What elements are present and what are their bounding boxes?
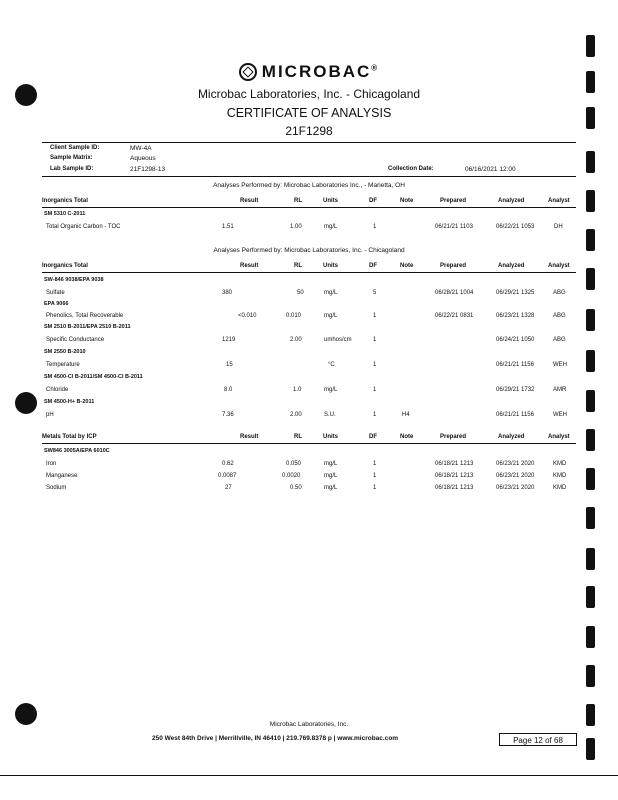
scan-mark: [586, 268, 595, 290]
rl: 1.00: [290, 224, 302, 230]
scan-mark: [586, 507, 595, 529]
df: 1: [373, 362, 377, 368]
col-result: Result: [240, 434, 259, 440]
analyte: Sulfate: [46, 290, 65, 296]
analyst: KMD: [553, 485, 567, 491]
rl: 2.00: [290, 337, 302, 343]
units: mg/L: [324, 461, 338, 467]
scan-mark: [586, 309, 595, 331]
rl: 50: [297, 290, 304, 296]
prepared: 06/18/21 1213: [435, 461, 474, 467]
lab-sample-id: 21F1298-13: [130, 166, 166, 173]
col-units: Units: [323, 263, 338, 269]
col-analyzed: Analyzed: [498, 434, 525, 440]
scan-mark: [586, 151, 595, 173]
rl: 0.010: [286, 313, 302, 319]
col-analyst: Analyst: [548, 434, 570, 440]
punch-hole: [15, 392, 37, 414]
units: mg/L: [324, 473, 338, 479]
analyte: pH: [46, 412, 54, 418]
df: 5: [373, 290, 377, 296]
scan-mark: [586, 586, 595, 608]
scan-mark: [586, 665, 595, 687]
scan-mark: [586, 190, 595, 212]
col-prepared: Prepared: [440, 434, 467, 440]
result: 380: [222, 290, 233, 296]
analyzed: 06/23/21 2020: [496, 461, 535, 467]
scan-mark: [586, 390, 595, 412]
analyzed: 06/23/21 1328: [496, 313, 535, 319]
col-df: DF: [369, 263, 377, 269]
method-heading: SW-846 9038/EPA 9038: [44, 277, 104, 283]
df: 1: [373, 337, 377, 343]
analyte: Sodium: [46, 485, 67, 491]
scan-mark: [586, 429, 595, 451]
col-rl: RL: [294, 198, 302, 204]
analyte: Phenolics, Total Recoverable: [46, 313, 124, 319]
units: mg/L: [324, 290, 338, 296]
analyzed: 06/22/21 1053: [496, 224, 535, 230]
registered-mark: ®: [371, 63, 380, 73]
result: 1.51: [222, 224, 234, 230]
result: 7.36: [222, 412, 234, 418]
col-analyst: Analyst: [548, 263, 570, 269]
certificate-title: CERTIFICATE OF ANALYSIS: [226, 106, 392, 120]
info-bottom-rule: [42, 176, 576, 177]
analyst: KMD: [553, 473, 567, 479]
client-sample-id-label: Client Sample ID:: [50, 145, 100, 151]
df: 1: [373, 387, 377, 393]
rl: 0.50: [290, 485, 302, 491]
analyzed: 06/21/21 1156: [496, 362, 534, 368]
method-heading: EPA 9066: [44, 301, 69, 307]
col-note: Note: [400, 434, 414, 440]
col-units: Units: [323, 434, 338, 440]
analyte: Temperature: [46, 362, 80, 368]
col-analyzed: Analyzed: [498, 198, 525, 204]
col-df: DF: [369, 434, 377, 440]
result: 8.0: [224, 387, 233, 393]
footer-address: 250 West 84th Drive | Merrillville, IN 46410 | 219.769.8378 p | www.microbac.com: [152, 735, 399, 742]
result: 27: [225, 485, 232, 491]
note: H4: [402, 412, 410, 418]
microbac-logo-icon: [239, 63, 257, 81]
analyte: Total Organic Carbon - TOC: [46, 224, 121, 230]
prepared: 06/18/21 1213: [435, 473, 474, 479]
prepared: 06/21/21 1103: [435, 224, 473, 230]
scan-mark: [586, 738, 595, 760]
section2-performed-by: Analyses Performed by: Microbac Laboratories, Inc. - Chicagoland: [213, 247, 405, 254]
analyst: DH: [554, 224, 563, 230]
analyzed: 06/23/21 2020: [496, 485, 535, 491]
units: mg/L: [324, 224, 338, 230]
result: 15: [226, 362, 233, 368]
collection-date-label: Collection Date:: [388, 166, 434, 172]
prepared: 06/22/21 0831: [435, 313, 474, 319]
analyte: Manganese: [46, 473, 78, 479]
group-heading: Metals Total by ICP: [42, 434, 97, 440]
result: <0.010: [238, 313, 257, 319]
analyst: WEH: [553, 362, 567, 368]
logo-text: MICROBAC: [261, 62, 372, 81]
certificate-id: 21F1298: [285, 124, 333, 138]
analyst: WEH: [553, 412, 567, 418]
method-heading: SM 2510 B-2011/EPA 2510 B-2011: [44, 324, 131, 330]
col-result: Result: [240, 198, 259, 204]
group-heading: Inorganics Total: [42, 263, 88, 269]
analyst: ABG: [553, 313, 566, 319]
rl: 1.0: [293, 387, 302, 393]
group-heading: Inorganics Total: [42, 198, 88, 204]
page-number: Page 12 of 68: [499, 733, 577, 746]
sample-matrix: Aqueous: [130, 155, 156, 162]
units: mg/L: [324, 387, 338, 393]
section1-header-rule: [42, 207, 576, 208]
col-prepared: Prepared: [440, 263, 467, 269]
method-heading: SM 5310 C-2011: [44, 211, 86, 217]
scan-mark: [586, 468, 595, 490]
method-heading: SW846 3005A/EPA 6010C: [44, 448, 110, 454]
col-df: DF: [369, 198, 377, 204]
method-heading: SM 4500-Cl B-2011/SM 4500-Cl B-2011: [44, 374, 143, 380]
section2-header-rule: [42, 272, 576, 273]
method-heading: SM 4500-H+ B-2011: [44, 399, 95, 405]
analyte: Chloride: [46, 387, 69, 393]
units: mg/L: [324, 313, 338, 319]
df: 1: [373, 313, 377, 319]
analyst: KMD: [553, 461, 567, 467]
col-analyzed: Analyzed: [498, 263, 525, 269]
analyzed: 06/23/21 2020: [496, 473, 535, 479]
rl: 0.0020: [282, 473, 301, 479]
df: 1: [373, 412, 377, 418]
units: °C: [328, 362, 335, 368]
lab-sample-id-label: Lab Sample ID:: [50, 166, 94, 172]
info-top-rule: [42, 142, 576, 143]
scan-mark: [586, 548, 595, 570]
result: 1219: [222, 337, 236, 343]
col-prepared: Prepared: [440, 198, 467, 204]
units: S.U.: [324, 412, 336, 418]
microbac-logo: [0, 62, 618, 82]
col-result: Result: [240, 263, 259, 269]
analyzed: 06/24/21 1050: [496, 337, 535, 343]
result: 0.0087: [218, 473, 237, 479]
col-rl: RL: [294, 434, 302, 440]
analyzed: 06/29/21 1325: [496, 290, 535, 296]
scan-mark: [586, 350, 595, 372]
analyzed: 06/21/21 1156: [496, 412, 534, 418]
prepared: 06/28/21 1004: [435, 290, 474, 296]
rl: 0.050: [286, 461, 302, 467]
analyte: Iron: [46, 461, 57, 467]
df: 1: [373, 485, 377, 491]
prepared: 06/18/21 1213: [435, 485, 474, 491]
analyzed: 06/29/21 1732: [496, 387, 535, 393]
scan-mark: [586, 626, 595, 648]
sample-matrix-label: Sample Matrix:: [50, 155, 93, 161]
col-analyst: Analyst: [548, 198, 570, 204]
footer-company: Microbac Laboratories, Inc.: [269, 721, 349, 728]
df: 1: [373, 461, 377, 467]
col-note: Note: [400, 198, 414, 204]
client-sample-id: MW-4A: [130, 145, 152, 152]
section1-performed-by: Analyses Performed by: Microbac Laboratories Inc., - Marietta, OH: [213, 182, 405, 189]
analyst: ABG: [553, 290, 566, 296]
method-heading: SM 2550 B-2010: [44, 349, 86, 355]
collection-date: 06/16/2021 12:00: [465, 166, 516, 173]
col-units: Units: [323, 198, 338, 204]
units: mg/L: [324, 485, 338, 491]
df: 1: [373, 473, 377, 479]
analyte: Specific Conductance: [46, 337, 105, 343]
df: 1: [373, 224, 377, 230]
section3-header-rule: [42, 443, 576, 444]
analyst: ABG: [553, 337, 566, 343]
rl: 2.00: [290, 412, 302, 418]
footer-rule: [0, 775, 618, 776]
scan-mark: [586, 35, 595, 57]
units: umhos/cm: [324, 337, 352, 343]
lab-name: Microbac Laboratories, Inc. - Chicagoland: [197, 87, 421, 101]
col-note: Note: [400, 263, 414, 269]
result: 0.62: [222, 461, 234, 467]
analyst: AMR: [553, 387, 567, 393]
col-rl: RL: [294, 263, 302, 269]
